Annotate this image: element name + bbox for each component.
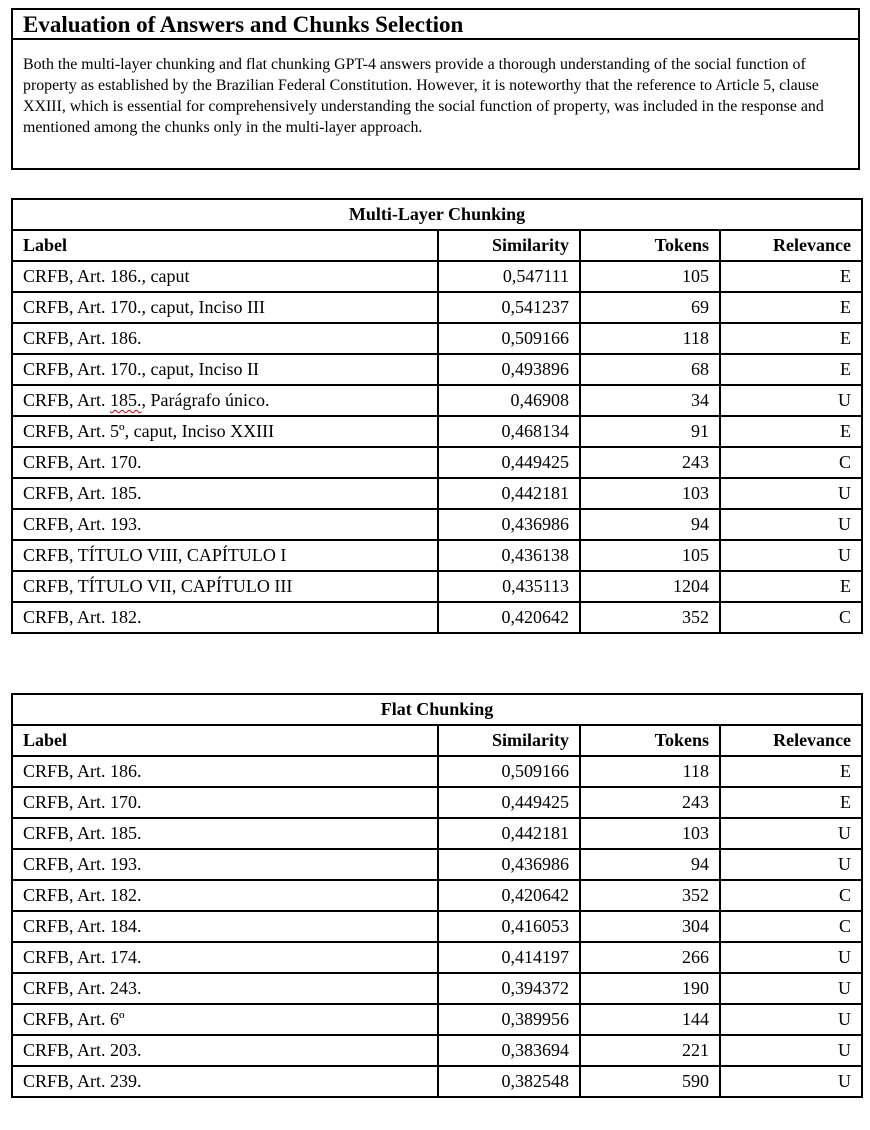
table-row (12, 818, 862, 849)
table-row (12, 880, 862, 911)
similarity-cell: 0,493896 (438, 354, 580, 385)
tokens-cell: 590 (580, 1066, 720, 1097)
tokens-cell: 221 (580, 1035, 720, 1066)
evaluation-title: Evaluation of Answers and Chunks Selection (13, 10, 858, 40)
relevance-cell: E (720, 756, 862, 787)
tokens-cell: 68 (580, 354, 720, 385)
table-row (12, 602, 862, 633)
table-row (12, 1004, 862, 1035)
table-row (12, 385, 862, 416)
similarity-cell: 0,442181 (438, 818, 580, 849)
similarity-cell: 0,389956 (438, 1004, 580, 1035)
label-cell (12, 385, 438, 416)
similarity-cell: 0,509166 (438, 323, 580, 354)
tokens-cell: 91 (580, 416, 720, 447)
tokens-cell: 304 (580, 911, 720, 942)
table-row (12, 478, 862, 509)
table-header-row (12, 230, 862, 261)
label-cell: CRFB, TÍTULO VII, CAPÍTULO III (12, 571, 438, 602)
table-row (12, 849, 862, 880)
relevance-cell: U (720, 509, 862, 540)
relevance-cell: U (720, 1066, 862, 1097)
similarity-cell: 0,383694 (438, 1035, 580, 1066)
flat-chunking-table (11, 693, 863, 1098)
label-header: Label (12, 725, 438, 756)
label-cell: CRFB, Art. 170. (12, 447, 438, 478)
similarity-cell: 0,541237 (438, 292, 580, 323)
table-row (12, 416, 862, 447)
relevance-cell: U (720, 1035, 862, 1066)
label-cell: CRFB, Art. 182. (12, 602, 438, 633)
similarity-cell: 0,436986 (438, 509, 580, 540)
similarity-cell: 0,509166 (438, 756, 580, 787)
table-row (12, 571, 862, 602)
label-cell: CRFB, Art. 170., caput, Inciso III (12, 292, 438, 323)
relevance-cell: E (720, 571, 862, 602)
evaluation-box (11, 8, 860, 170)
label-cell: CRFB, Art. 170. (12, 787, 438, 818)
label-cell: CRFB, Art. 185. (12, 478, 438, 509)
relevance-cell: U (720, 385, 862, 416)
similarity-cell: 0,442181 (438, 478, 580, 509)
tokens-cell: 352 (580, 602, 720, 633)
relevance-cell: U (720, 478, 862, 509)
label-cell: CRFB, Art. 5º, caput, Inciso XXIII (12, 416, 438, 447)
tokens-header: Tokens (580, 230, 720, 261)
similarity-cell: 0,46908 (438, 385, 580, 416)
table-row (12, 540, 862, 571)
label-cell: CRFB, Art. 185. (12, 818, 438, 849)
table-row (12, 323, 862, 354)
similarity-cell: 0,420642 (438, 602, 580, 633)
label-cell: CRFB, Art. 186., caput (12, 261, 438, 292)
similarity-cell: 0,414197 (438, 942, 580, 973)
similarity-cell: 0,436138 (438, 540, 580, 571)
tokens-cell: 103 (580, 818, 720, 849)
label-cell: CRFB, Art. 193. (12, 509, 438, 540)
label-cell: CRFB, Art. 239. (12, 1066, 438, 1097)
relevance-cell: E (720, 354, 862, 385)
label-cell: CRFB, TÍTULO VIII, CAPÍTULO I (12, 540, 438, 571)
relevance-cell: E (720, 323, 862, 354)
table-row (12, 911, 862, 942)
similarity-header: Similarity (438, 230, 580, 261)
tokens-cell: 118 (580, 756, 720, 787)
similarity-header: Similarity (438, 725, 580, 756)
tokens-header: Tokens (580, 725, 720, 756)
tokens-cell: 118 (580, 323, 720, 354)
relevance-cell: C (720, 880, 862, 911)
table-row (12, 787, 862, 818)
label-cell: CRFB, Art. 182. (12, 880, 438, 911)
relevance-cell: U (720, 942, 862, 973)
multi-layer-table-title: Multi-Layer Chunking (12, 199, 862, 230)
relevance-header: Relevance (720, 725, 862, 756)
similarity-cell: 0,449425 (438, 447, 580, 478)
label-cell: CRFB, Art. 186. (12, 756, 438, 787)
tokens-cell: 94 (580, 509, 720, 540)
table-title-row (12, 199, 862, 230)
similarity-cell: 0,436986 (438, 849, 580, 880)
relevance-cell: C (720, 602, 862, 633)
similarity-cell: 0,420642 (438, 880, 580, 911)
label-header: Label (12, 230, 438, 261)
label-cell: CRFB, Art. 186. (12, 323, 438, 354)
tokens-cell: 103 (580, 478, 720, 509)
tokens-cell: 69 (580, 292, 720, 323)
tokens-cell: 243 (580, 787, 720, 818)
tokens-cell: 190 (580, 973, 720, 1004)
relevance-cell: E (720, 292, 862, 323)
tokens-cell: 34 (580, 385, 720, 416)
multi-layer-chunking-table (11, 198, 863, 634)
tokens-cell: 266 (580, 942, 720, 973)
similarity-cell: 0,416053 (438, 911, 580, 942)
relevance-cell: U (720, 849, 862, 880)
table-header-row (12, 725, 862, 756)
table-row (12, 1035, 862, 1066)
tokens-cell: 352 (580, 880, 720, 911)
tokens-cell: 105 (580, 540, 720, 571)
label-prefix: CRFB, Art. (23, 390, 111, 410)
relevance-cell: U (720, 818, 862, 849)
relevance-cell: U (720, 1004, 862, 1035)
relevance-cell: U (720, 973, 862, 1004)
flat-table-title: Flat Chunking (12, 694, 862, 725)
label-cell: CRFB, Art. 6º (12, 1004, 438, 1035)
label-cell: CRFB, Art. 170., caput, Inciso II (12, 354, 438, 385)
similarity-cell: 0,394372 (438, 973, 580, 1004)
table-row (12, 354, 862, 385)
relevance-cell: E (720, 787, 862, 818)
table-row (12, 973, 862, 1004)
table-row (12, 942, 862, 973)
table-row (12, 509, 862, 540)
table-row (12, 292, 862, 323)
label-suffix: , Parágrafo único. (141, 390, 270, 410)
evaluation-body: Both the multi-layer chunking and flat chunking GPT-4 answers provide a thorough understanding of the social function of property as established by the Brazilian Federal Constitution. However, it is noteworthy that the reference to Article 5, clause XXIII, which is essential for comprehensively understanding the social function of property, was included in the response and mentioned among the chunks only in the multi-layer approach. (23, 56, 824, 136)
label-cell: CRFB, Art. 203. (12, 1035, 438, 1066)
similarity-cell: 0,382548 (438, 1066, 580, 1097)
tokens-cell: 1204 (580, 571, 720, 602)
similarity-cell: 0,435113 (438, 571, 580, 602)
table-row (12, 756, 862, 787)
label-cell: CRFB, Art. 243. (12, 973, 438, 1004)
relevance-cell: U (720, 540, 862, 571)
similarity-cell: 0,547111 (438, 261, 580, 292)
label-cell: CRFB, Art. 174. (12, 942, 438, 973)
tokens-cell: 144 (580, 1004, 720, 1035)
table-row (12, 1066, 862, 1097)
relevance-cell: C (720, 911, 862, 942)
tokens-cell: 94 (580, 849, 720, 880)
tokens-cell: 105 (580, 261, 720, 292)
similarity-cell: 0,449425 (438, 787, 580, 818)
spellcheck-marked-text: 185. (110, 390, 142, 410)
relevance-cell: E (720, 416, 862, 447)
table-row (12, 261, 862, 292)
relevance-cell: C (720, 447, 862, 478)
label-cell: CRFB, Art. 184. (12, 911, 438, 942)
relevance-header: Relevance (720, 230, 862, 261)
relevance-cell: E (720, 261, 862, 292)
tokens-cell: 243 (580, 447, 720, 478)
label-cell: CRFB, Art. 193. (12, 849, 438, 880)
similarity-cell: 0,468134 (438, 416, 580, 447)
table-row (12, 447, 862, 478)
table-title-row (12, 694, 862, 725)
